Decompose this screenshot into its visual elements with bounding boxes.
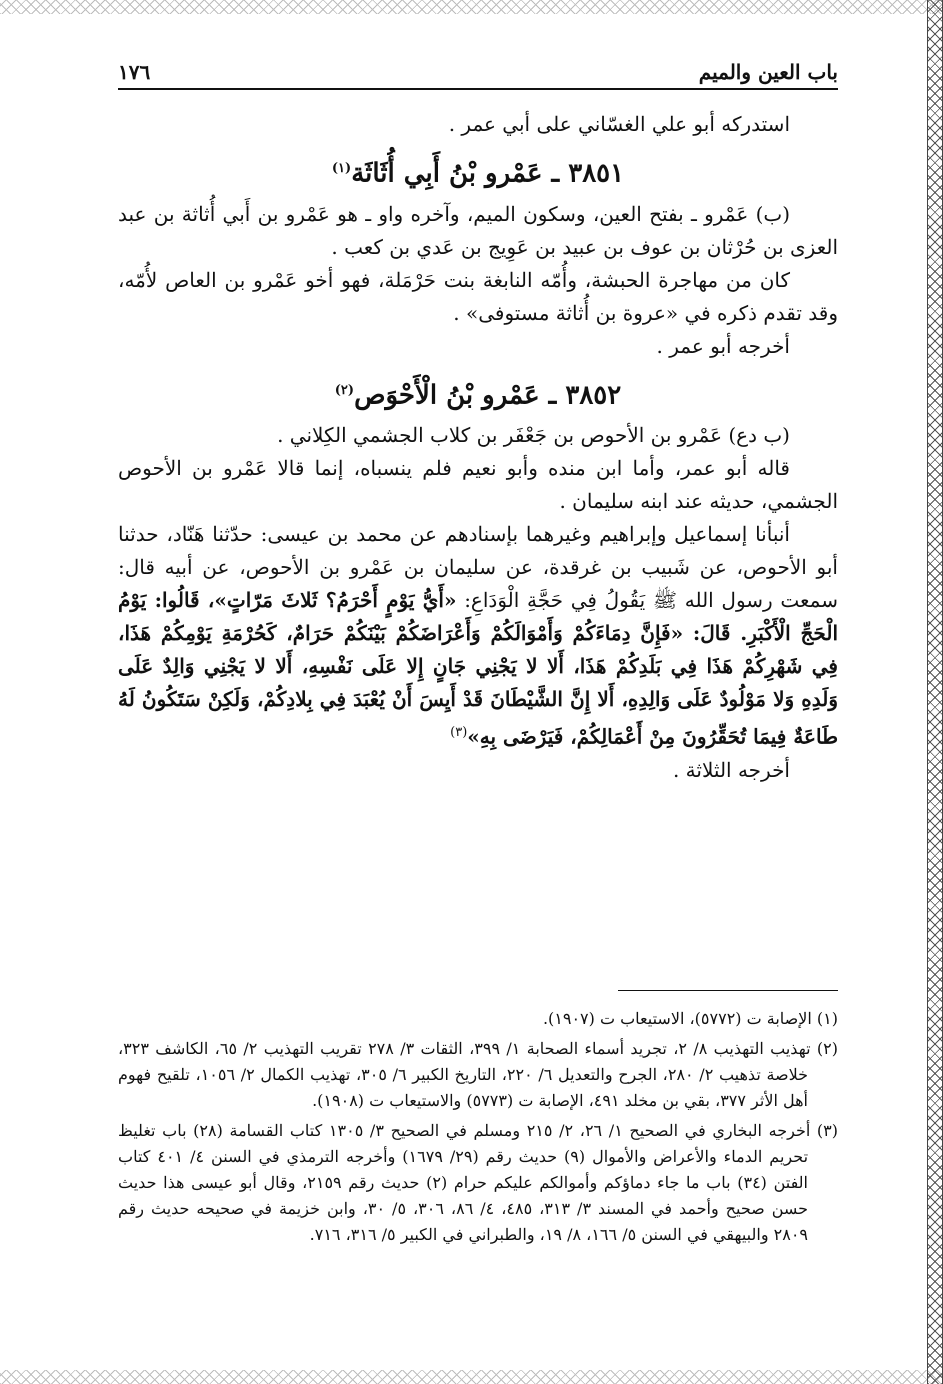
main-text <box>118 108 838 787</box>
entry1-paragraph-2: كان من مهاجرة الحبشة، وأُمّه النابغة بنت حَرْمَلة، فهو أخو عَمْرو بن العاص لأُمّه، وقد تقدم ذكره في «عروة بن أُثاثة مستوفى» . <box>118 267 838 325</box>
page-number: ١٧٦ <box>118 60 151 84</box>
entry-title-text: ٣٨٥٢ ـ عَمْرو بْنُ الْأَحْوَص <box>354 380 622 411</box>
footnote-separator <box>618 990 838 991</box>
narration-chain: أنبأنا إسماعيل وإبراهيم وغيرهما بإسنادهم عن محمد بن عيسى: حدّثنا هَنّاد، حدثنا أبو الأحوص، عن شَبيب بن غرقدة، عن سليمان بن عَمْرو بن الأحوص، عن أبيه قال: سمعت رسول الله ﷺ يَقُولُ فِي حَجَّةِ الْوَدَاعِ: <box>118 522 838 613</box>
entry2-paragraph-2: قاله أبو عمر، وأما ابن منده وأبو نعيم فلم ينسباه، إنما قالا عَمْرو بن الأحوص الجشمي، حديثه عند ابنه سليمان . <box>118 456 838 514</box>
entry-title-text: ٣٨٥١ ـ عَمْرو بْنُ أَبِي أُثَاثَة <box>351 158 625 189</box>
hadith-text: «أَيُّ يَوْمٍ أَحْرَمُ؟ ثَلاثَ مَرّاتٍ»، قَالُوا: يَوْمُ الْحَجِّ الْأَكْبَرِ. قَالَ: «فَإِنَّ دِمَاءَكُمْ وَأَمْوَالَكُمْ وَأَعْرَاضَكُمْ بَيْنَكُمْ حَرَامٌ، كَحُرْمَةِ يَوْمِكُمْ هَذَا، فِي شَهْرِكُمْ هَذَا فِي بَلَدِكُمْ هَذَا، أَلا لا يَجْنِي جَانٍ إِلا عَلَى نَفْسِهِ، أَلا لا يَجْنِي وَالِدٌ عَلَى وَلَدِهِ وَلا مَوْلُودٌ عَلَى وَالِدِهِ، أَلا إِنَّ الشَّيْطَانَ قَدْ أَيِسَ أَنْ يُعْبَدَ فِي بِلادِكُمْ، وَلَكِنْ سَتَكُونُ لَهُ طَاعَةٌ فِيمَا تُحَقِّرُونَ مِنْ أَعْمَالِكُمْ، فَيَرْضَى بِهِ» <box>118 588 838 749</box>
bottom-border <box>0 1370 943 1384</box>
entry1-paragraph-3: أخرجه أبو عمر . <box>656 333 790 358</box>
footnote-ref-1: (١) <box>331 161 352 176</box>
top-border <box>0 0 943 14</box>
footnote-ref-2: (٢) <box>334 382 355 398</box>
entry-title-3851 <box>118 147 838 196</box>
footnote-2: (٢) تهذيب التهذيب ٨/ ٢، تجريد أسماء الصحابة ١/ ٣٩٩، الثقات ٣/ ٢٧٨ تقريب التهذيب ٢/ ٦٥، الكاشف ٣٢٣، خلاصة تذهيب ٢/ ٢٨٠، الجرح والتعديل ٦/ ٢٢٠، التاريخ الكبير ٦/ ٣٠٥، تهذيب الكمال ٢/ ١٠٥٦، تلقيح فهوم أهل الأثر ٣٧٧، بقي بن مخلد ٤٩١، الإصابة ت (٥٧٧٣) والاستيعاب ت (١٩٠٨). <box>118 1039 838 1110</box>
footnotes <box>118 1006 838 1252</box>
footnote-3: (٣) أخرجه البخاري في الصحيح ١/ ٢٦، ٢/ ٢١٥ ومسلم في الصحيح ٣/ ١٣٠٥ كتاب القسامة (٢٨) باب تغليظ تحريم الدماء والأعراض والأموال (٩) حديث رقم (٢٩/ ١٦٧٩) وأخرجه الترمذي في السنن ٤/ ٤٠١ كتاب الفتن (٣٤) باب ما جاء دماؤكم وأموالكم عليكم حرام (٢) حديث رقم ٢١٥٩، وقال أبو عيسى هذا حديث حسن صحيح وأحمد في المسند ٣/ ٣١٣، ٤٨٥، ٤/ ٨٦، ٣٠٦، ٥/ ٣٠، وابن خزيمة في صحيحه حديث رقم ٢٨٠٩ والبيهقي في السنن ٥/ ١٦٦، ٨/ ١٩، والطبراني في الكبير ٥/ ٣١٦، ٧١٦. <box>118 1121 839 1244</box>
right-border <box>927 0 943 1384</box>
intro-line: استدركه أبو علي الغسّاني على أبي عمر . <box>448 112 790 136</box>
running-header <box>118 56 838 90</box>
footnote-1: (١) الإصابة ت (٥٧٧٢)، الاستيعاب ت (١٩٠٧). <box>542 1009 838 1028</box>
section-title: باب العين والميم <box>698 60 838 84</box>
entry2-paragraph-3 <box>118 518 838 754</box>
book-page <box>118 52 838 1362</box>
entry2-paragraph-4: أخرجه الثلاثة . <box>672 757 790 782</box>
entry1-paragraph-1: (ب) عَمْرو ـ بفتح العين، وسكون الميم، وآخره واو ـ هو عَمْرو بن أَبي أُثاثة بن عبد العزى بن حُرْثان بن عوف بن عبيد بن عَوِيج بن عَدي بن كعب . <box>118 201 838 259</box>
entry2-paragraph-1: (ب دع) عَمْرو بن الأحوص بن جَعْفَر بن كلاب الجشمي الكِلاني . <box>277 423 790 448</box>
footnote-ref-3: (٣) <box>450 725 468 741</box>
entry-title-3852 <box>118 369 838 418</box>
